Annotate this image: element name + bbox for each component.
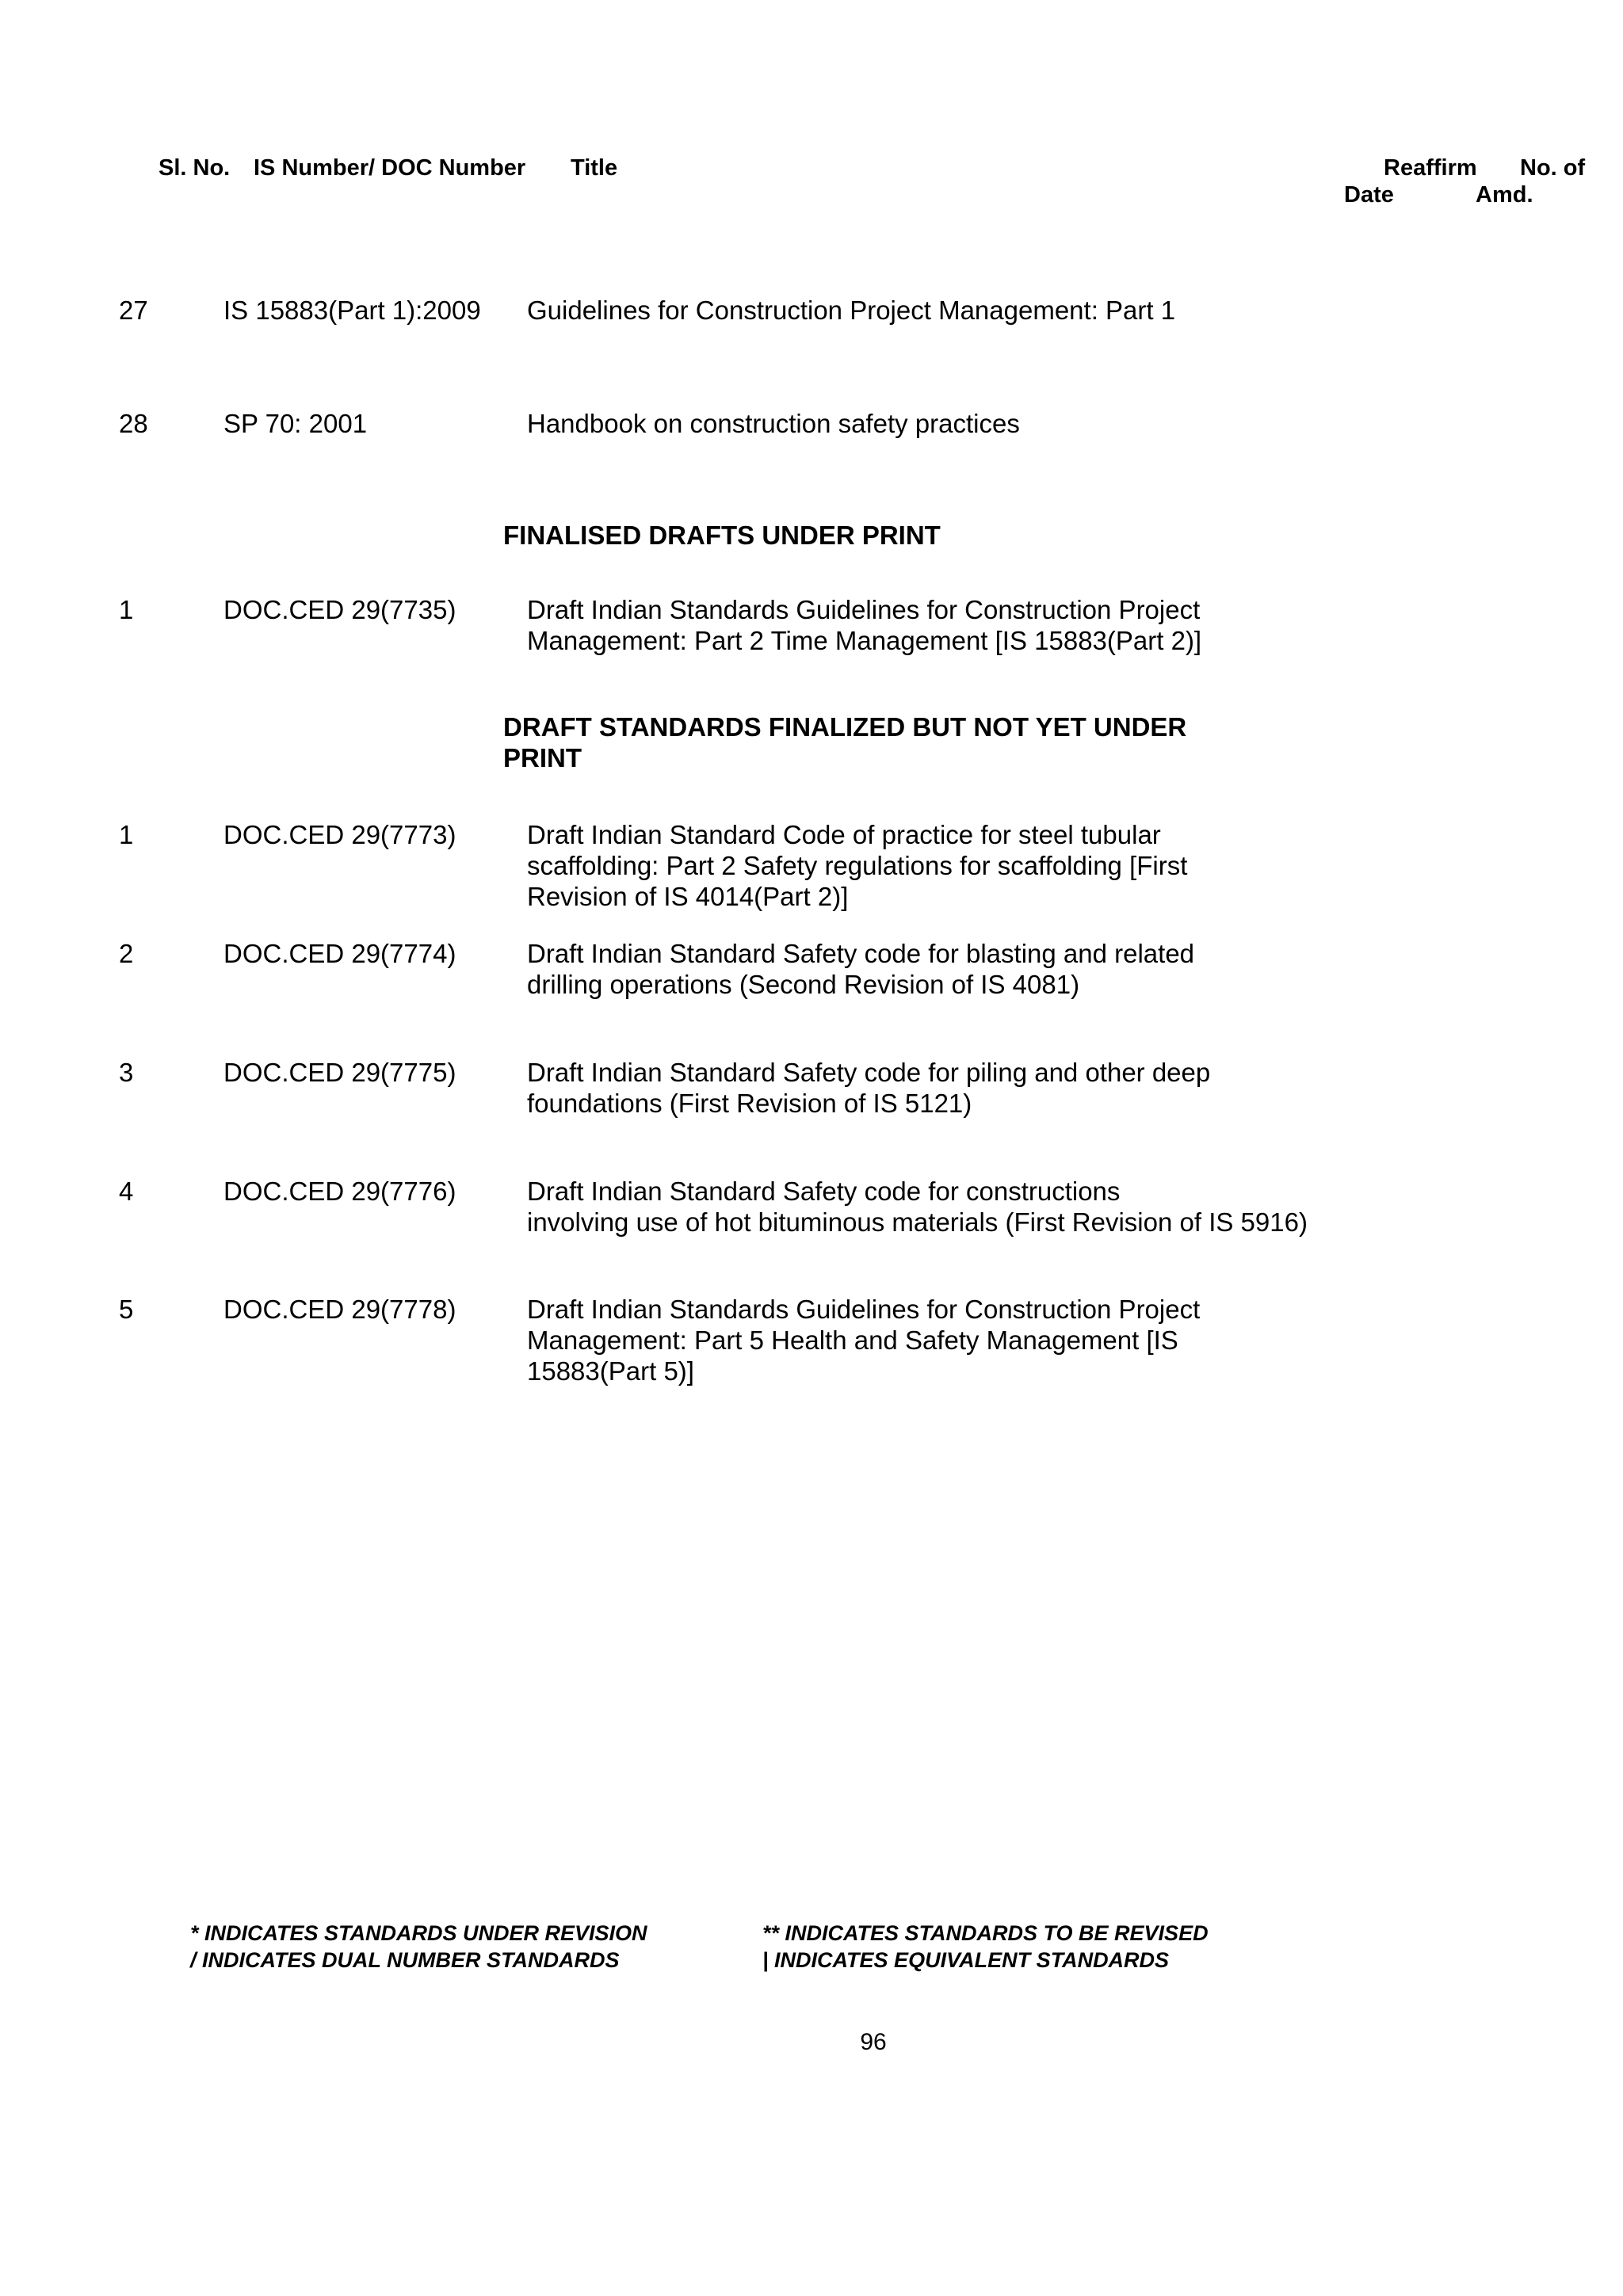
- row-sl-no: 5: [119, 1295, 134, 1324]
- row-doc-number: DOC.CED 29(7778): [223, 1295, 456, 1324]
- header-is-number: IS Number/ DOC Number: [254, 155, 526, 181]
- row-sl-no: 1: [119, 820, 134, 849]
- row-title: [527, 819, 1367, 912]
- row-doc-number: DOC.CED 29(7773): [223, 820, 456, 849]
- row-title-line: foundations (First Revision of IS 5121): [527, 1089, 972, 1118]
- row-title-line: Handbook on construction safety practices: [527, 409, 1020, 438]
- row-title-line: involving use of hot bituminous materials (First Revision of IS 5916): [527, 1207, 1308, 1237]
- row-is-number: SP 70: 2001: [223, 409, 368, 438]
- header-title: Title: [571, 155, 618, 181]
- row-sl-no: 4: [119, 1177, 134, 1206]
- header-no-of: No. of: [1520, 155, 1586, 181]
- row-doc-number: DOC.CED 29(7775): [223, 1058, 456, 1087]
- legend-to-be-revised: ** INDICATES STANDARDS TO BE REVISED: [762, 1921, 1209, 1945]
- legend-equivalent: | INDICATES EQUIVALENT STANDARDS: [762, 1948, 1170, 1972]
- row-is-number: IS 15883(Part 1):2009: [223, 296, 481, 325]
- row-title-line: Revision of IS 4014(Part 2)]: [527, 882, 849, 911]
- row-doc-number: DOC.CED 29(7776): [223, 1177, 456, 1206]
- row-title-line: Management: Part 5 Health and Safety Management [IS: [527, 1325, 1178, 1355]
- row-title-line: 15883(Part 5)]: [527, 1356, 694, 1386]
- row-title-line: Draft Indian Standard Safety code for piling and other deep: [527, 1058, 1211, 1087]
- row-sl-no: 2: [119, 939, 134, 968]
- header-reaffirm: Reaffirm: [1384, 155, 1477, 181]
- section-heading-draft-standards: [503, 711, 1186, 773]
- row-title-line: Draft Indian Standards Guidelines for Construction Project: [527, 595, 1201, 624]
- row-title: [527, 1176, 1367, 1238]
- row-title: [527, 594, 1367, 656]
- row-doc-number: DOC.CED 29(7774): [223, 939, 456, 968]
- section-heading-finalised-drafts: [503, 520, 941, 551]
- legend-under-revision: * INDICATES STANDARDS UNDER REVISION: [190, 1921, 647, 1945]
- row-title: [527, 408, 1367, 439]
- row-title: [527, 1057, 1367, 1119]
- section-heading-line: FINALISED DRAFTS UNDER PRINT: [503, 521, 941, 550]
- row-title-line: Draft Indian Standard Code of practice for steel tubular: [527, 820, 1161, 849]
- row-sl-no: 27: [119, 296, 148, 325]
- legend-dual-number: / INDICATES DUAL NUMBER STANDARDS: [190, 1948, 620, 1972]
- row-title-line: Draft Indian Standards Guidelines for Construction Project: [527, 1295, 1201, 1324]
- header-amd: Amd.: [1476, 182, 1533, 208]
- row-title-line: Guidelines for Construction Project Management: Part 1: [527, 296, 1176, 325]
- page-number: 96: [860, 2029, 887, 2055]
- section-heading-line: DRAFT STANDARDS FINALIZED BUT NOT YET UNDER: [503, 712, 1187, 742]
- row-title-line: Draft Indian Standard Safety code for constructions: [527, 1177, 1121, 1206]
- section-heading-line: PRINT: [503, 743, 582, 772]
- row-title: [527, 1294, 1367, 1386]
- row-title: [527, 295, 1367, 326]
- row-title-line: Draft Indian Standard Safety code for blasting and related: [527, 939, 1195, 968]
- row-title: [527, 938, 1367, 1000]
- row-doc-number: DOC.CED 29(7735): [223, 595, 456, 624]
- row-sl-no: 1: [119, 595, 134, 624]
- row-title-line: scaffolding: Part 2 Safety regulations for scaffolding [First: [527, 851, 1188, 880]
- row-title-line: drilling operations (Second Revision of IS 4081): [527, 970, 1080, 999]
- header-sl-no: Sl. No.: [158, 155, 231, 181]
- row-sl-no: 3: [119, 1058, 134, 1087]
- row-title-line: Management: Part 2 Time Management [IS 15883(Part 2)]: [527, 626, 1202, 655]
- row-sl-no: 28: [119, 409, 148, 438]
- header-date: Date: [1344, 182, 1394, 208]
